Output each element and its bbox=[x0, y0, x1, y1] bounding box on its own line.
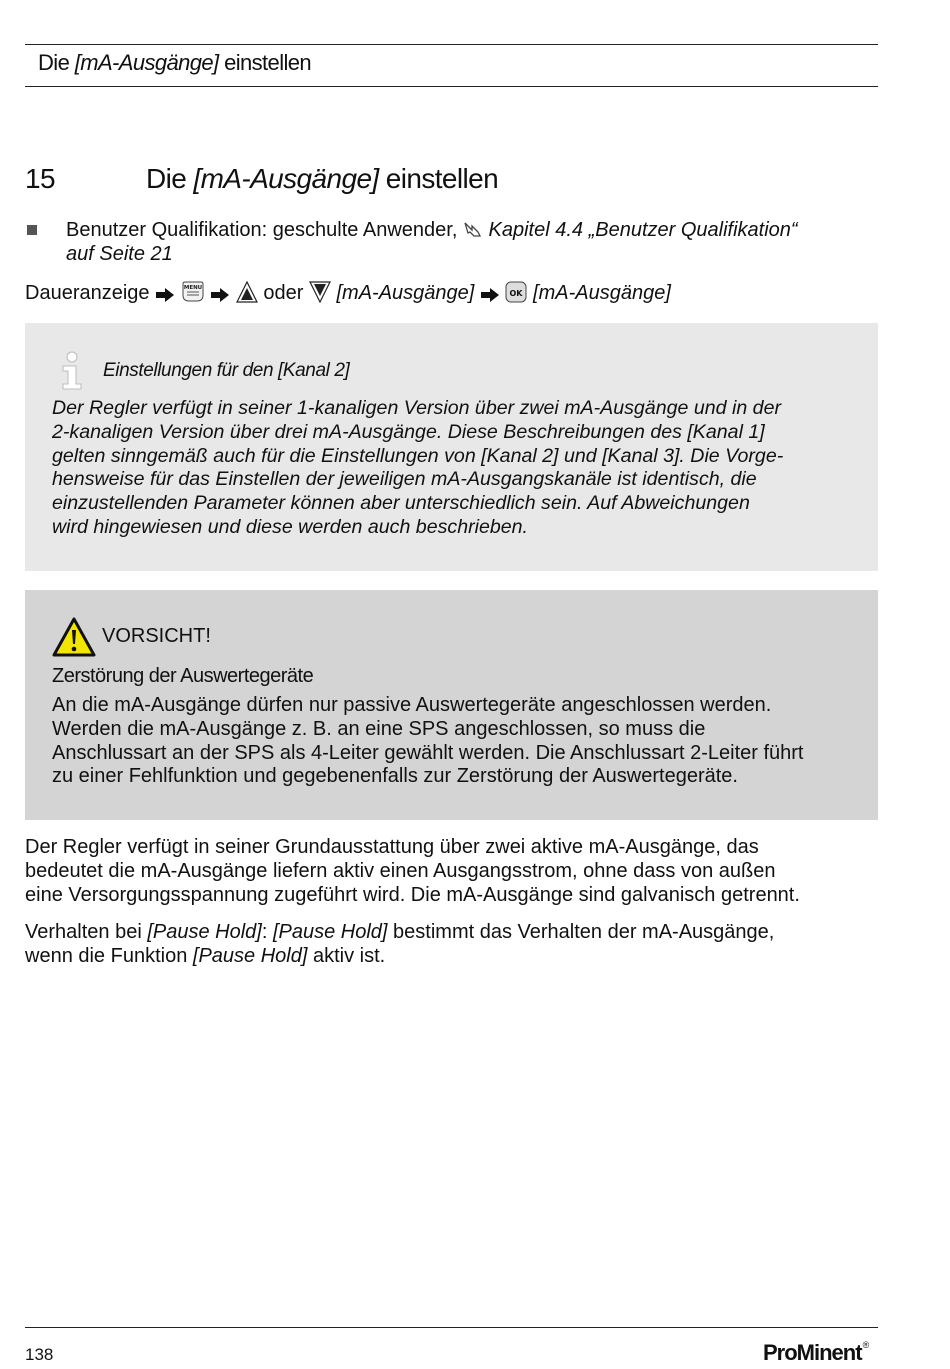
info-icon bbox=[58, 350, 88, 392]
down-key-icon bbox=[309, 281, 331, 303]
info-line: gelten sinngemäß auch für die Einstellungen von [Kanal 2] und [Kanal 3]. Die Vorge- bbox=[52, 444, 784, 467]
page-number: 138 bbox=[25, 1345, 54, 1364]
running-header: Die [mA-Ausgänge] einstellen bbox=[38, 50, 312, 75]
svg-text:MENU: MENU bbox=[183, 285, 202, 291]
arrow-right-icon bbox=[480, 287, 500, 303]
qualification-label: Benutzer Qualifikation: bbox=[66, 219, 268, 241]
header-rule-top bbox=[25, 44, 878, 45]
reference-hand-icon bbox=[463, 220, 483, 238]
warning-line: An die mA-Ausgänge dürfen nur passive Auswertegeräte angeschlossen werden. bbox=[52, 694, 772, 716]
warning-title: VORSICHT! bbox=[102, 625, 211, 647]
ok-key-icon bbox=[505, 281, 527, 303]
paragraph-line: Der Regler verfügt in seiner Grundausstattung über zwei aktive mA-Ausgänge, das bbox=[25, 836, 759, 858]
info-line: hensweise für das Einstellen der jeweiligen mA-Ausgangskanäle ist identisch, die bbox=[52, 468, 757, 491]
menu-key-icon bbox=[181, 281, 205, 303]
user-qualification: Benutzer Qualifikation: geschulte Anwender, Kapitel 4.4 „Benutzer Qualifikation“ auf Seite 21 bbox=[66, 219, 798, 265]
warning-triangle-icon bbox=[52, 617, 96, 657]
navigation-path bbox=[25, 281, 671, 305]
chapter-number: 15 bbox=[25, 163, 55, 194]
chapter-title: Die [mA-Ausgänge] einstellen bbox=[146, 163, 499, 194]
body-paragraph-1 bbox=[25, 835, 885, 907]
body-paragraph-2 bbox=[25, 920, 885, 968]
warning-subtitle: Zerstörung der Auswertegeräte bbox=[52, 665, 314, 687]
info-line: wird hingewiesen und diese werden auch beschrieben. bbox=[52, 515, 528, 538]
nav-target-2: [mA-Ausgänge] bbox=[533, 282, 671, 304]
bullet-square-icon bbox=[27, 225, 37, 235]
svg-text:OK: OK bbox=[509, 289, 523, 298]
paragraph-line: bedeutet die mA-Ausgänge liefern aktiv einen Ausgangsstrom, ohne dass von außen bbox=[25, 860, 776, 882]
warning-line: zu einer Fehlfunktion und gegebenenfalls zur Zerstörung der Auswertegeräte. bbox=[52, 765, 738, 788]
paragraph-line: eine Versorgungsspannung zugeführt wird. Die mA-Ausgänge sind galvanisch getrennt. bbox=[25, 884, 800, 906]
paragraph-line: Verhalten bei [Pause Hold]: [Pause Hold] bestimmt das Verhalten der mA-Ausgänge, bbox=[25, 921, 775, 943]
info-line: 2-kanaligen Version über drei mA-Ausgänge. Diese Beschreibungen des [Kanal 1] bbox=[52, 420, 765, 443]
footer-rule bbox=[25, 1327, 878, 1328]
paragraph-line: wenn die Funktion [Pause Hold] aktiv ist. bbox=[25, 945, 386, 967]
up-key-icon bbox=[236, 281, 258, 303]
arrow-right-icon bbox=[155, 287, 175, 303]
arrow-right-icon bbox=[210, 287, 230, 303]
info-box bbox=[25, 323, 878, 571]
warning-line: Anschlussart an der SPS als 4-Leiter gewählt werden. Die Anschlussart 2-Leiter führt bbox=[52, 741, 804, 764]
info-title: Einstellungen für den [Kanal 2] bbox=[103, 360, 350, 381]
nav-oder: oder bbox=[263, 282, 309, 304]
info-line: Der Regler verfügt in seiner 1-kanaligen Version über zwei mA-Ausgänge und in der bbox=[52, 397, 781, 419]
warning-text bbox=[52, 694, 872, 789]
warning-box bbox=[25, 590, 878, 820]
nav-start: Daueranzeige bbox=[25, 282, 150, 304]
nav-target-1: [mA-Ausgänge] bbox=[336, 282, 475, 304]
info-line: einzustellenden Parameter können aber unterschiedlich sein. Auf Abweichungen bbox=[52, 492, 750, 515]
brand-logo: ProMinent® bbox=[763, 1340, 869, 1365]
info-text bbox=[52, 397, 867, 540]
qualification-link[interactable]: Kapitel 4.4 „Benutzer Qualifikation“ bbox=[488, 219, 798, 241]
warning-line: Werden die mA-Ausgänge z. B. an eine SPS angeschlossen, so muss die bbox=[52, 717, 706, 740]
qualification-page-link[interactable]: auf Seite 21 bbox=[66, 243, 173, 265]
header-rule-bottom bbox=[25, 86, 878, 87]
